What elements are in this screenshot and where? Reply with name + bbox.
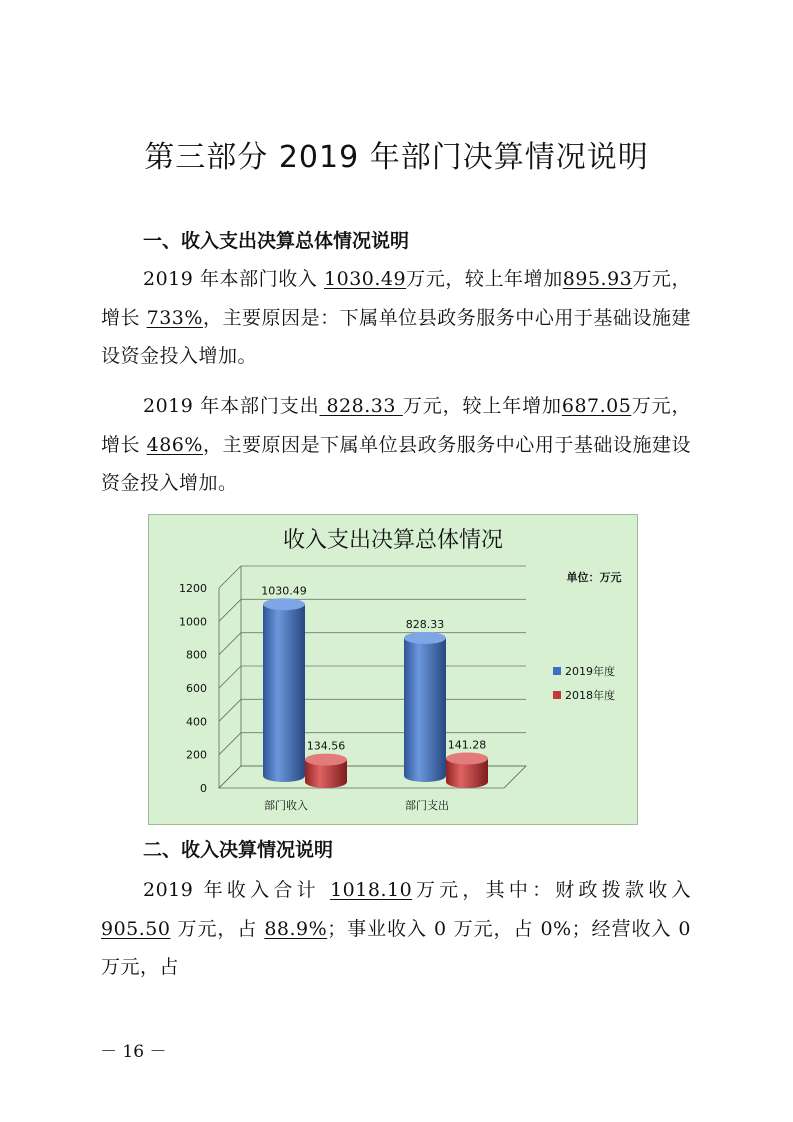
legend-label: 2019年度 [565,665,615,678]
text: ，主要原因是：下属单位县政务服务中心用于基础设施建设资金投入增加。 [101,306,691,367]
bar-body [404,638,446,782]
bar-chart [149,515,637,824]
gridline-side [219,699,241,721]
text: ；事业收入 0 万元，占 0%；经营收入 0 万元，占 [101,917,691,978]
legend-swatch [553,691,561,699]
y-tick-label: 800 [186,648,207,662]
data-label: 1030.49 [261,584,307,598]
data-label: 828.33 [405,617,445,631]
x-tick-label: 部门支出 [405,799,449,812]
expense-increase: 687.05 [561,395,632,417]
text: 2019 年本部门支出 [143,395,320,417]
unit-label: 单位：万元 [566,571,622,584]
text: 万元，增长 [101,395,691,456]
y-tick-label: 0 [200,782,207,795]
bars [261,584,488,788]
paragraph-income-summary [101,260,691,376]
y-ticks [179,582,207,795]
chart-frame [148,514,638,825]
gridline-side [219,733,241,755]
income-increase: 895.93 [562,268,633,290]
legend-label: 2018年度 [565,689,615,702]
total-income: 1018.10 [330,879,413,901]
gridline-side [219,666,241,688]
fiscal-share: 88.9% [264,917,328,940]
legend [553,664,615,702]
y-tick-label: 600 [186,682,207,695]
bar-body [263,604,305,782]
section-heading-1: 一、收入支出决算总体情况说明 [143,230,410,252]
x-tick-label: 部门收入 [264,799,308,812]
expense-growth: 486% [146,433,203,456]
bar [446,752,488,788]
bar [305,754,347,788]
page-title: 第三部分 2019 年部门决算情况说明 [144,140,649,175]
paragraph-expense-summary [101,387,691,503]
y-tick-label: 1200 [179,582,207,595]
bar-top [305,754,347,766]
gridline-side [219,566,241,588]
y-tick-label: 200 [186,748,207,762]
legend-swatch [553,667,561,675]
data-label: 141.28 [447,738,487,752]
chart-title: 收入支出决算总体情况 [282,528,504,553]
text: 万元，较上年增加 [402,395,562,417]
section-heading-2: 二、收入决算情况说明 [143,839,334,861]
bar [404,632,446,782]
paragraph-income-detail [101,871,691,987]
y-tick-label: 400 [186,715,207,729]
page-number: － 16 － [100,1042,167,1062]
bar-top [263,598,305,610]
income-value: 1030.49 [324,268,407,290]
text: 2019 年收入合计 [143,879,331,901]
text: ，主要原因是下属单位县政务服务中心用于基础设施建设资金投入增加。 [101,433,691,494]
x-ticks [264,798,449,812]
text: 万元，较上年增加 [406,268,563,290]
gridline-side [219,599,241,621]
fiscal-income: 905.50 [101,917,171,940]
y-tick-label: 1000 [179,615,207,629]
bar-top [404,632,446,644]
bar [263,598,305,782]
bar-top [446,752,488,764]
text: 万元，其中：财政拨款收入 [412,879,691,901]
data-label: 134.56 [306,739,346,753]
text: 万元，占 [170,917,265,940]
gridline-side [219,633,241,655]
expense-value: 828.33 [319,395,403,417]
text: 2019 年本部门收入 [143,268,325,290]
income-growth: 733% [146,306,203,329]
text: 万元，增长 [101,268,691,329]
